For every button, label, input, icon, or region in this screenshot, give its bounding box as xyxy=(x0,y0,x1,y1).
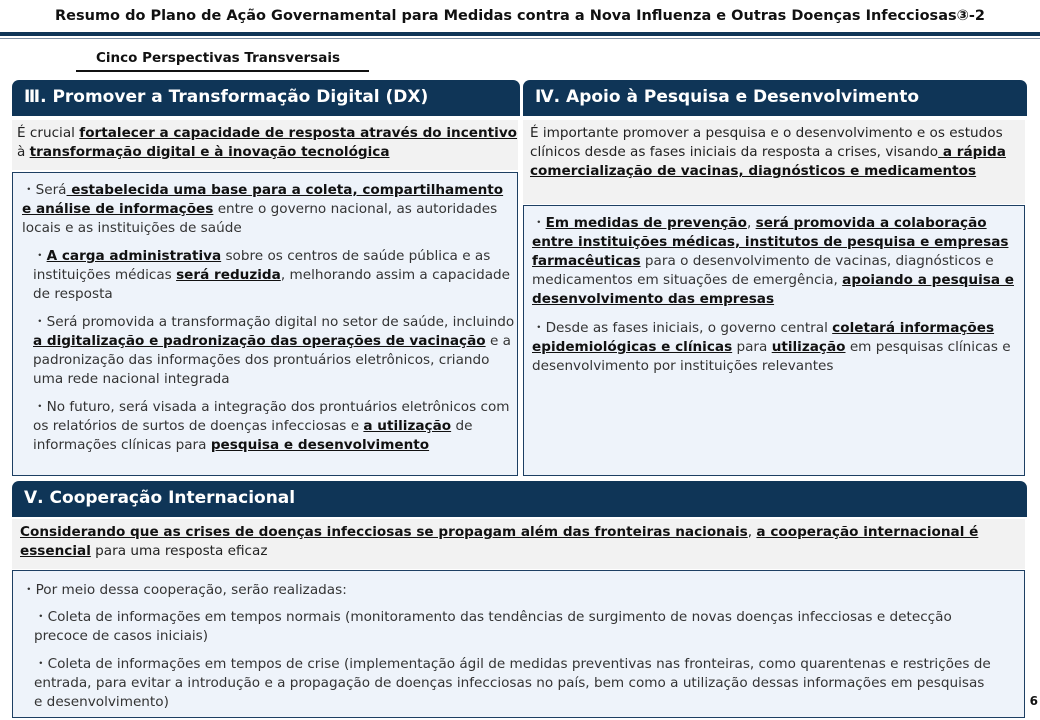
bullet-text: , xyxy=(746,215,756,231)
bullet-emphasis: utilização xyxy=(771,339,846,355)
bullet-text: sobre os centros de saúde pública e as instituições médicas xyxy=(33,248,491,283)
section-4-intro xyxy=(523,120,1025,204)
bullet-text: entre o governo nacional, as autoridades locais e as instituições de saúde xyxy=(22,201,498,236)
bullet-text: para xyxy=(732,339,772,355)
bullet-emphasis: apoiando a pesquisa e desenvolvimento das empresas xyxy=(532,272,1014,307)
sub-bullet-item xyxy=(33,247,515,304)
bullet-item xyxy=(532,214,1020,309)
bullet-emphasis: a digitalização e padronização das operações de vacinação xyxy=(33,333,486,349)
bullet-text: ・Será promovida a transformação digital no setor de saúde, incluindo xyxy=(33,314,515,330)
bullet-text: para o desenvolvimento de vacinas, diagnósticos e medicamentos em situações de emergência, xyxy=(532,253,994,288)
intro-emphasis: a rápida comercialização de vacinas, diagnósticos e medicamentos xyxy=(530,144,1006,179)
page-title: Resumo do Plano de Ação Governamental para Medidas contra a Nova Influenza e Outras Doenças Infecciosas③-2 xyxy=(55,8,985,24)
bullet-emphasis: A carga administrativa xyxy=(46,248,222,264)
bullet-emphasis: coletará informações epidemiológicas e clínicas xyxy=(532,320,995,355)
sub-bullet-item: ・Coleta de informações em tempos de crise (implementação ágil de medidas preventivas nas fronteiras, como quarentenas e restrições de entrada, para evitar a introdução e a propagação de doenças infecciosas no país, bem como a utilização dessas informações em pesquisas e desenvolvimento) xyxy=(34,656,991,710)
section-4-panel xyxy=(523,205,1025,476)
bullet-emphasis: será reduzida xyxy=(176,267,281,283)
subtitle-underline xyxy=(76,70,369,72)
bullet-text: em pesquisas clínicas e desenvolvimento por instituições relevantes xyxy=(532,339,1011,374)
bullet-emphasis: estabelecida uma base para a coleta, compartilhamento e análise de informações xyxy=(22,182,504,217)
sub-bullet-item: ・Coleta de informações em tempos normais (monitoramento das tendências de surgimento de novas doenças infecciosas e detecção precoce de casos iniciais) xyxy=(34,609,952,644)
intro-text: à xyxy=(17,144,30,160)
bullet-text: e a padronização das informações dos prontuários eletrônicos, criando uma rede nacional integrada xyxy=(33,333,511,387)
section-5-panel xyxy=(12,570,1025,718)
intro-emphasis: a cooperação internacional é essencial xyxy=(20,524,979,559)
intro-emphasis: transformação digital e à inovação tecnológica xyxy=(29,144,390,160)
section-5-heading: Ⅴ. Cooperação Internacional xyxy=(12,481,1027,517)
intro-emphasis: fortalecer a capacidade de resposta através do incentivo xyxy=(79,125,518,141)
bullet-item xyxy=(22,181,512,238)
section-3-panel xyxy=(12,172,518,476)
bullet-item: ・Por meio dessa cooperação, serão realizadas: xyxy=(22,582,347,598)
section-4-heading: Ⅳ. Apoio à Pesquisa e Desenvolvimento xyxy=(523,80,1027,116)
section-5-intro xyxy=(12,519,1025,569)
bullet-emphasis: a utilização xyxy=(363,418,452,434)
section-subtitle: Cinco Perspectivas Transversais xyxy=(96,50,340,66)
intro-emphasis: Considerando que as crises de doenças infecciosas se propagam além das fronteiras nacionais xyxy=(20,524,748,540)
bullet-emphasis: será promovida a colaboração entre instituições médicas, institutos de pesquisa e empresas farmacêuticas xyxy=(532,215,1009,269)
bullet-text: , melhorando assim a capacidade de resposta xyxy=(33,267,511,302)
section-3-heading: Ⅲ. Promover a Transformação Digital (DX) xyxy=(12,80,520,116)
intro-text: para uma resposta eficaz xyxy=(90,543,268,559)
section-3-intro xyxy=(12,120,518,170)
title-divider xyxy=(0,32,1040,36)
bullet-text: ・ xyxy=(33,248,47,264)
page-number: 6 xyxy=(1029,694,1038,708)
bullet-text: de informações clínicas para xyxy=(33,418,473,453)
bullet-text: ・Desde as fases iniciais, o governo central xyxy=(532,320,833,336)
intro-text: É crucial xyxy=(17,125,80,141)
title-divider-thin xyxy=(0,38,1040,39)
intro-text: É importante promover a pesquisa e o desenvolvimento e os estudos clínicos desde as fases iniciais da resposta a crises, visando xyxy=(530,125,1003,160)
bullet-text: ・Será xyxy=(22,182,67,198)
bullet-emphasis: pesquisa e desenvolvimento xyxy=(210,437,430,453)
bullet-text: ・ xyxy=(532,215,546,231)
bullet-emphasis: Em medidas de prevenção xyxy=(545,215,747,231)
bullet-item xyxy=(532,319,1020,376)
bullet-text: ・No futuro, será visada a integração dos prontuários eletrônicos com os relatórios de surtos de doenças infecciosas e xyxy=(33,399,510,434)
intro-text: , xyxy=(747,524,757,540)
sub-bullet-item xyxy=(33,313,515,389)
sub-bullet-item xyxy=(33,398,515,455)
